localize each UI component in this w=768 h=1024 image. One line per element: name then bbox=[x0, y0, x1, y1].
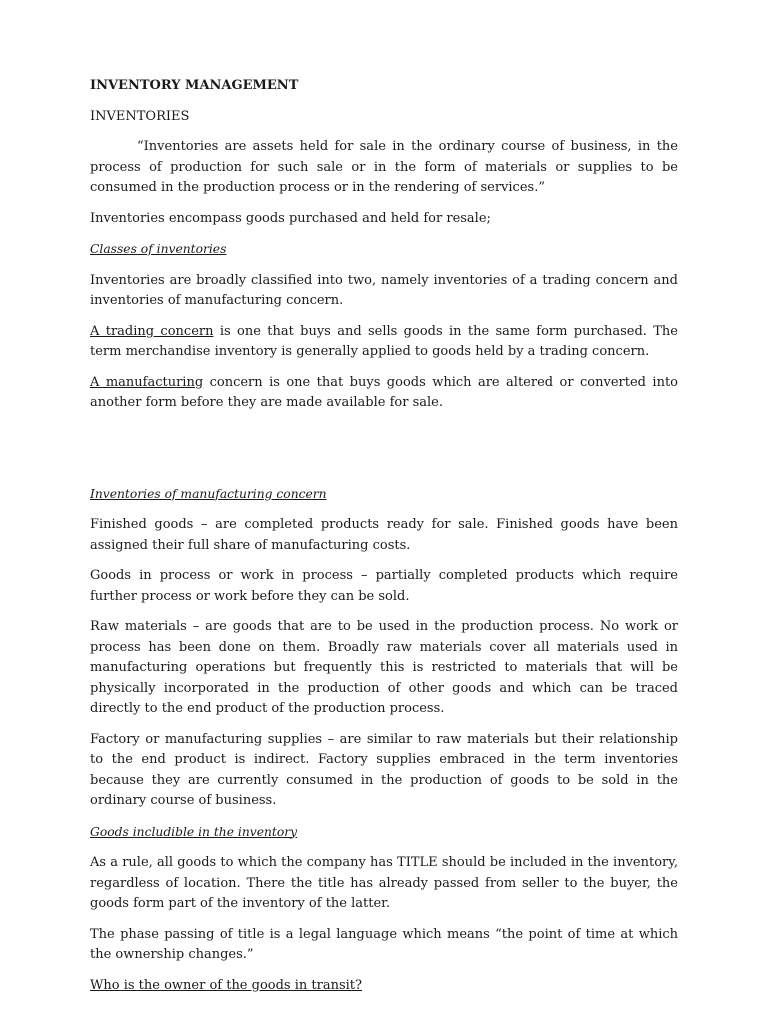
blank-space bbox=[90, 424, 678, 484]
term-manufacturing: A manufacturing bbox=[90, 374, 204, 390]
paragraph-rule: As a rule, all goods to which the company has TITLE should be included in the inventory, regardless of location. There the title has already passed from seller to the buyer, the goods form part of the inventory of the latter. bbox=[90, 855, 678, 911]
subheading-classes bbox=[90, 239, 678, 261]
section-heading: INVENTORIES bbox=[90, 108, 190, 124]
paragraph-classified: Inventories are broadly classified into two, namely inventories of a trading concern and inventories of manufacturing concern. bbox=[90, 272, 678, 308]
paragraph-work-in-process: Goods in process or work in process – partially completed products which require further process or work before they can be sold. bbox=[90, 568, 678, 604]
term-trading-concern: A trading concern bbox=[90, 323, 214, 339]
paragraph-passing-title: The phase passing of title is a legal language which means “the point of time at which the ownership changes.” bbox=[90, 926, 678, 962]
paragraph-raw-materials: Raw materials – are goods that are to be used in the production process. No work or process has been done on them. Broadly raw materials cover all materials used in manufacturing operations but frequently this is restricted to materials that will be physically incorporated in the production of other goods and which can be traced directly to the end product of the production process. bbox=[90, 619, 678, 716]
paragraph-finished-goods: Finished goods – are completed products ready for sale. Finished goods have been assigned their full share of manufacturing costs. bbox=[90, 517, 678, 553]
subheading-includible bbox=[90, 822, 678, 844]
question-heading-text: Who is the owner of the goods in transit? bbox=[90, 977, 362, 993]
subheading-manufacturing-text: Inventories of manufacturing concern bbox=[90, 486, 327, 501]
paragraph-trading-concern bbox=[90, 322, 678, 363]
document-title: INVENTORY MANAGEMENT bbox=[90, 78, 299, 93]
definition-quote: “Inventories are assets held for sale in the ordinary course of business, in the process of production for such sale or in the form of materials or supplies to be consumed in the production process or in the rendering of services.” bbox=[90, 139, 678, 195]
paragraph-encompass: Inventories encompass goods purchased and held for resale; bbox=[90, 210, 491, 226]
paragraph-manufacturing-concern bbox=[90, 373, 678, 414]
subheading-classes-text: Classes of inventories bbox=[90, 242, 227, 256]
question-heading bbox=[90, 976, 678, 997]
document-body bbox=[90, 76, 678, 1006]
trading-concern-text: is one that buys and sells goods in the same form purchased. The term merchandise inventory is generally applied to goods held by a trading concern. bbox=[90, 323, 678, 359]
subheading-manufacturing bbox=[90, 484, 678, 506]
manufacturing-concern-text: concern is one that buys goods which are altered or converted into another form before they are made available for sale. bbox=[90, 374, 678, 410]
paragraph-factory-supplies: Factory or manufacturing supplies – are similar to raw materials but their relationship to the end product is indirect. Factory supplies embraced in the term inventories because they are currently consumed in the production of goods to be sold in the ordinary course of business. bbox=[90, 731, 678, 808]
subheading-includible-text: Goods includible in the inventory bbox=[90, 824, 298, 839]
